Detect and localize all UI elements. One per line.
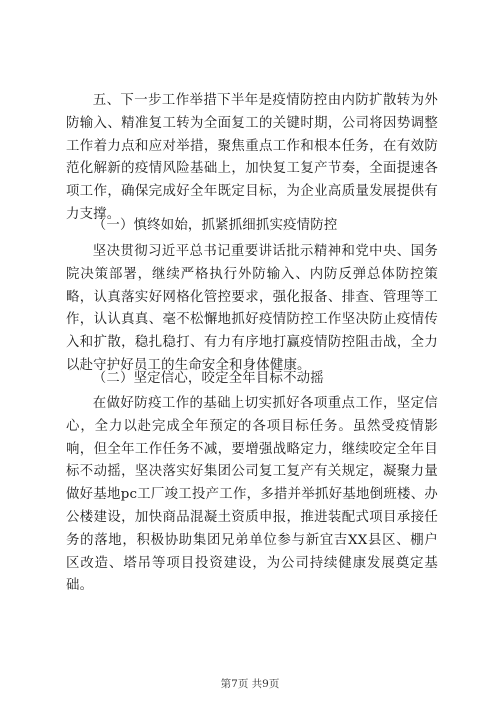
intro-paragraph: 五、下一步工作举措下半年是疫情防控由内防扩散转为外防输入、精准复工转为全面复工的关键时期，公司将因势调整工作着力点和应对举措，聚焦重点工作和根本任务，在有效防范化解新的疫情风险基础上，加快复工复产节奏，全面提速各项工作，确保完成好全年既定目标，为企业高质量发展提供有力支撑。 xyxy=(66,93,438,222)
page-number-footer: 第7页 共9页 xyxy=(220,678,280,690)
section-1-body: 坚决贯彻习近平总书记重要讲话批示精神和党中央、国务院决策部署，继续严格执行外防输入、内防反弹总体防控策略，认真落实好网格化管控要求，强化报备、排查、管理等工作，认认真真、毫不松懈地抓好疫情防控工作坚决防止疫情传入和扩散，稳扎稳打、有力有序地打赢疫情防控阻击战，全力以赴守护好员工的生命安全和身体健康。 xyxy=(66,244,438,373)
section-1-heading: （一）慎终如始，抓紧抓细抓实疫情防控 xyxy=(92,218,338,233)
section-2-body: 在做好防疫工作的基础上切实抓好各项重点工作，坚定信心，全力以赴完成全年预定的各项目标任务。虽然受疫情影响，但全年工作任务不减，要增强战略定力，继续咬定全年目标不动摇，坚决落实好集团公司复工复产有关规定，凝聚力量做好基地pc工厂竣工投产工作，多措并举抓好基地倒班楼、办公楼建设，加快商品混凝土资质申报，推进装配式项目承接任务的落地，积极协助集团兄弟单位参与新宜吉XX县区、棚户区改造、塔吊等项目投资建设，为公司持续健康发展奠定基础。 xyxy=(66,396,438,594)
section-2-heading: （二）坚定信心，咬定全年目标不动摇 xyxy=(92,371,324,386)
